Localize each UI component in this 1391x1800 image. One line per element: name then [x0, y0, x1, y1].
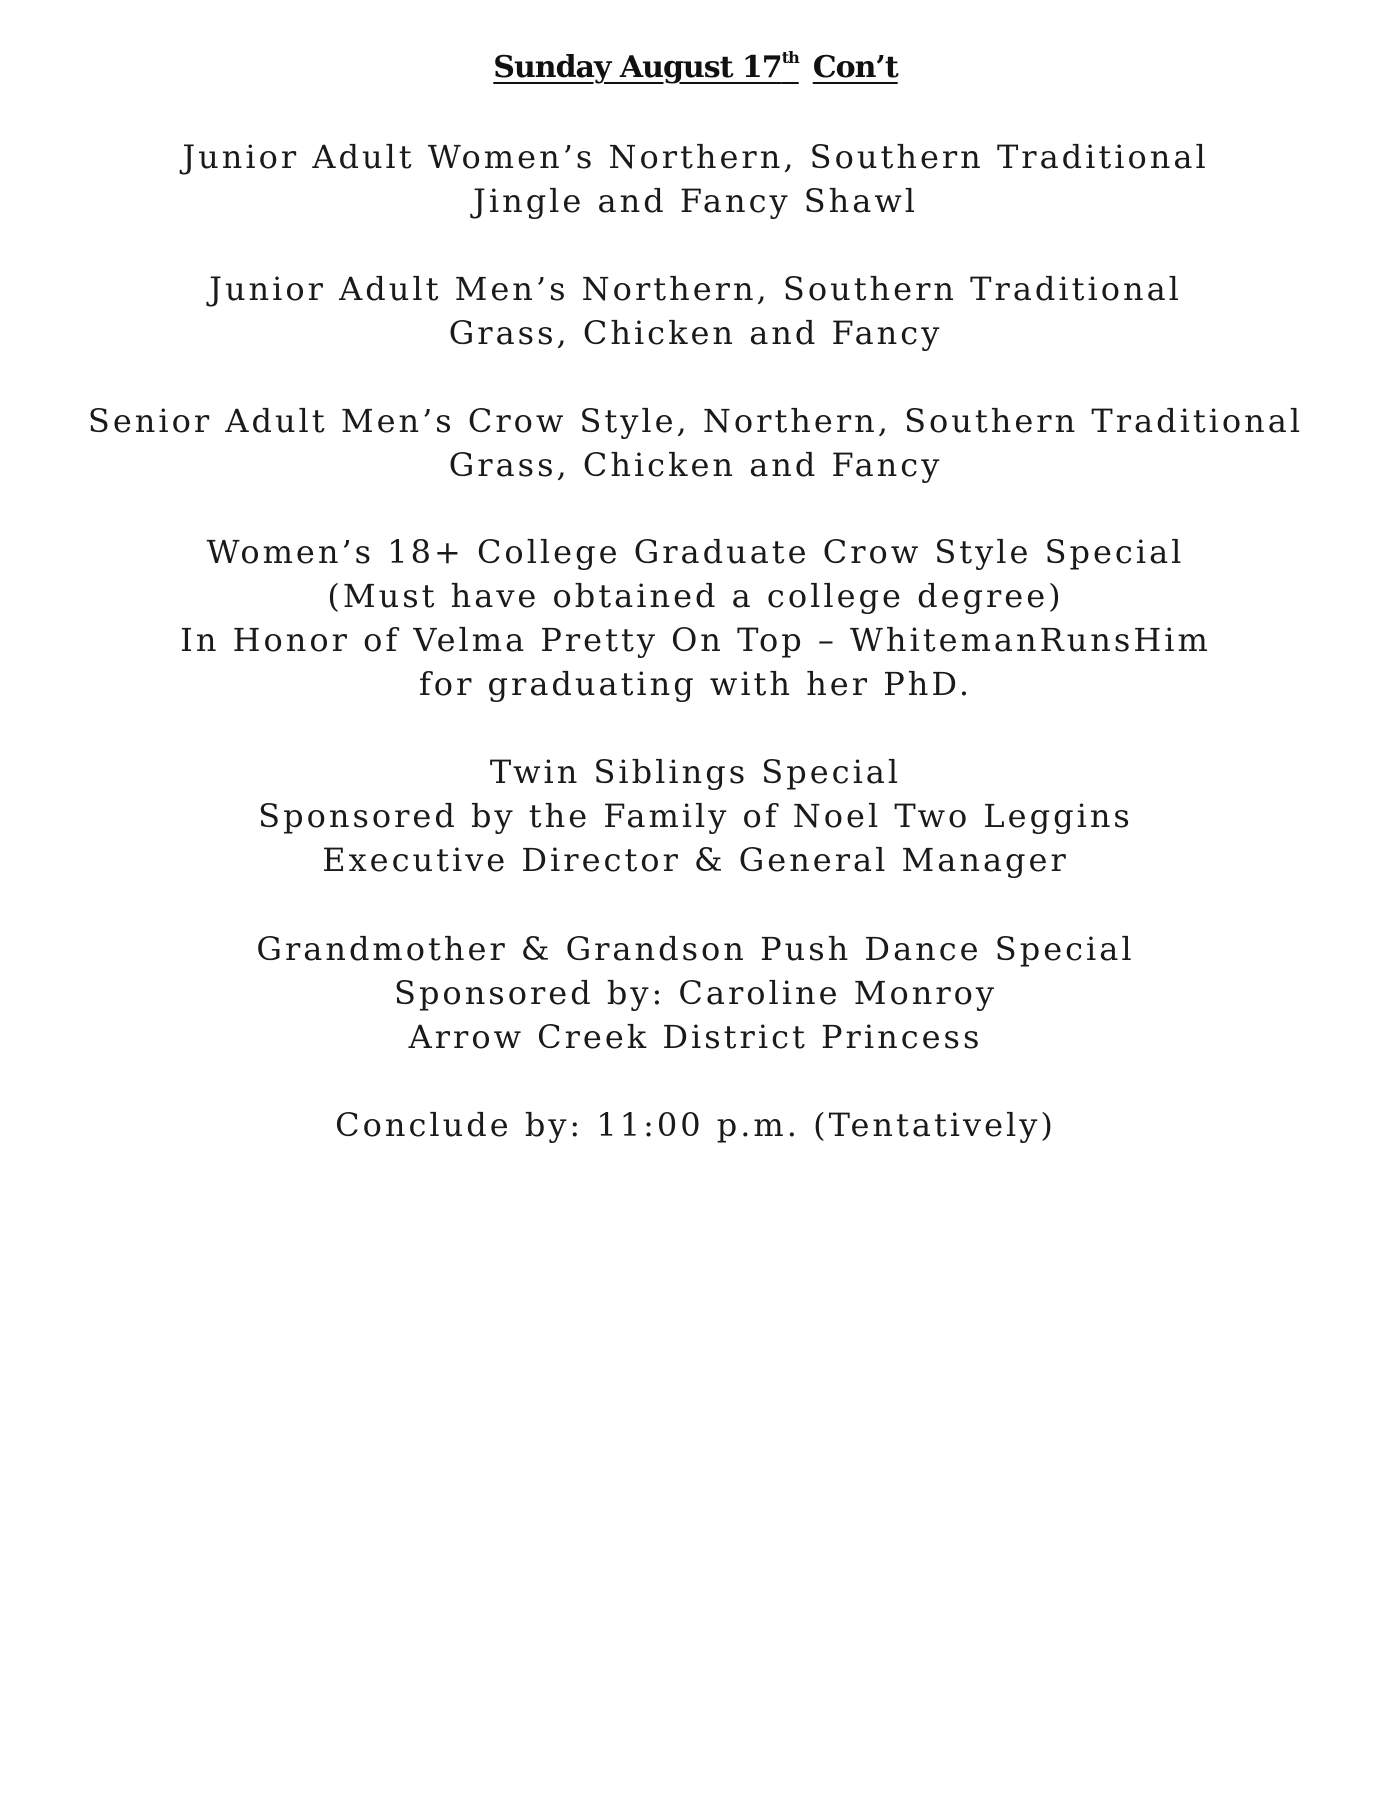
page-heading: [0, 46, 1391, 90]
text-line: for graduating with her PhD.: [418, 665, 973, 703]
heading-ordinal: th: [781, 48, 799, 67]
text-line: Jingle and Fancy Shawl: [473, 182, 918, 220]
text-line: In Honor of Velma Pretty On Top – WhitemanRunsHim: [180, 621, 1211, 659]
text-line: Arrow Creek District Princess: [408, 1018, 983, 1056]
text-line: Junior Adult Women’s Northern, Southern Traditional: [182, 138, 1209, 176]
text-line: Women’s 18+ College Graduate Crow Style Special: [206, 533, 1185, 571]
heading-text: [493, 50, 897, 85]
text-line: Twin Siblings Special: [489, 753, 902, 791]
text-line: Executive Director & General Manager: [322, 841, 1069, 879]
text-line: Conclude by: 11:00 p.m. (Tentatively): [335, 1106, 1056, 1144]
text-line: Sponsored by the Family of Noel Two Leggins: [258, 797, 1133, 835]
text-line: Sponsored by: Caroline Monroy: [394, 974, 997, 1012]
text-line: (Must have obtained a college degree): [327, 577, 1064, 615]
section-senior-adult-men: [0, 399, 1391, 487]
text-line: Senior Adult Men’s Crow Style, Northern, Southern Traditional: [87, 402, 1304, 440]
heading-suffix: Con’t: [812, 50, 898, 85]
section-push-dance-special: [0, 927, 1391, 1059]
text-line: Grass, Chicken and Fancy: [448, 314, 943, 352]
text-line: Grandmother & Grandson Push Dance Special: [256, 930, 1135, 968]
section-twin-siblings-special: [0, 750, 1391, 882]
section-conclusion: [0, 1103, 1391, 1147]
section-college-graduate-special: [0, 530, 1391, 706]
text-line: Grass, Chicken and Fancy: [448, 446, 943, 484]
section-junior-adult-men: [0, 267, 1391, 355]
heading-day: Sunday August 17: [493, 50, 782, 85]
section-junior-adult-women: [0, 135, 1391, 223]
text-line: Junior Adult Men’s Northern, Southern Traditional: [209, 270, 1182, 308]
